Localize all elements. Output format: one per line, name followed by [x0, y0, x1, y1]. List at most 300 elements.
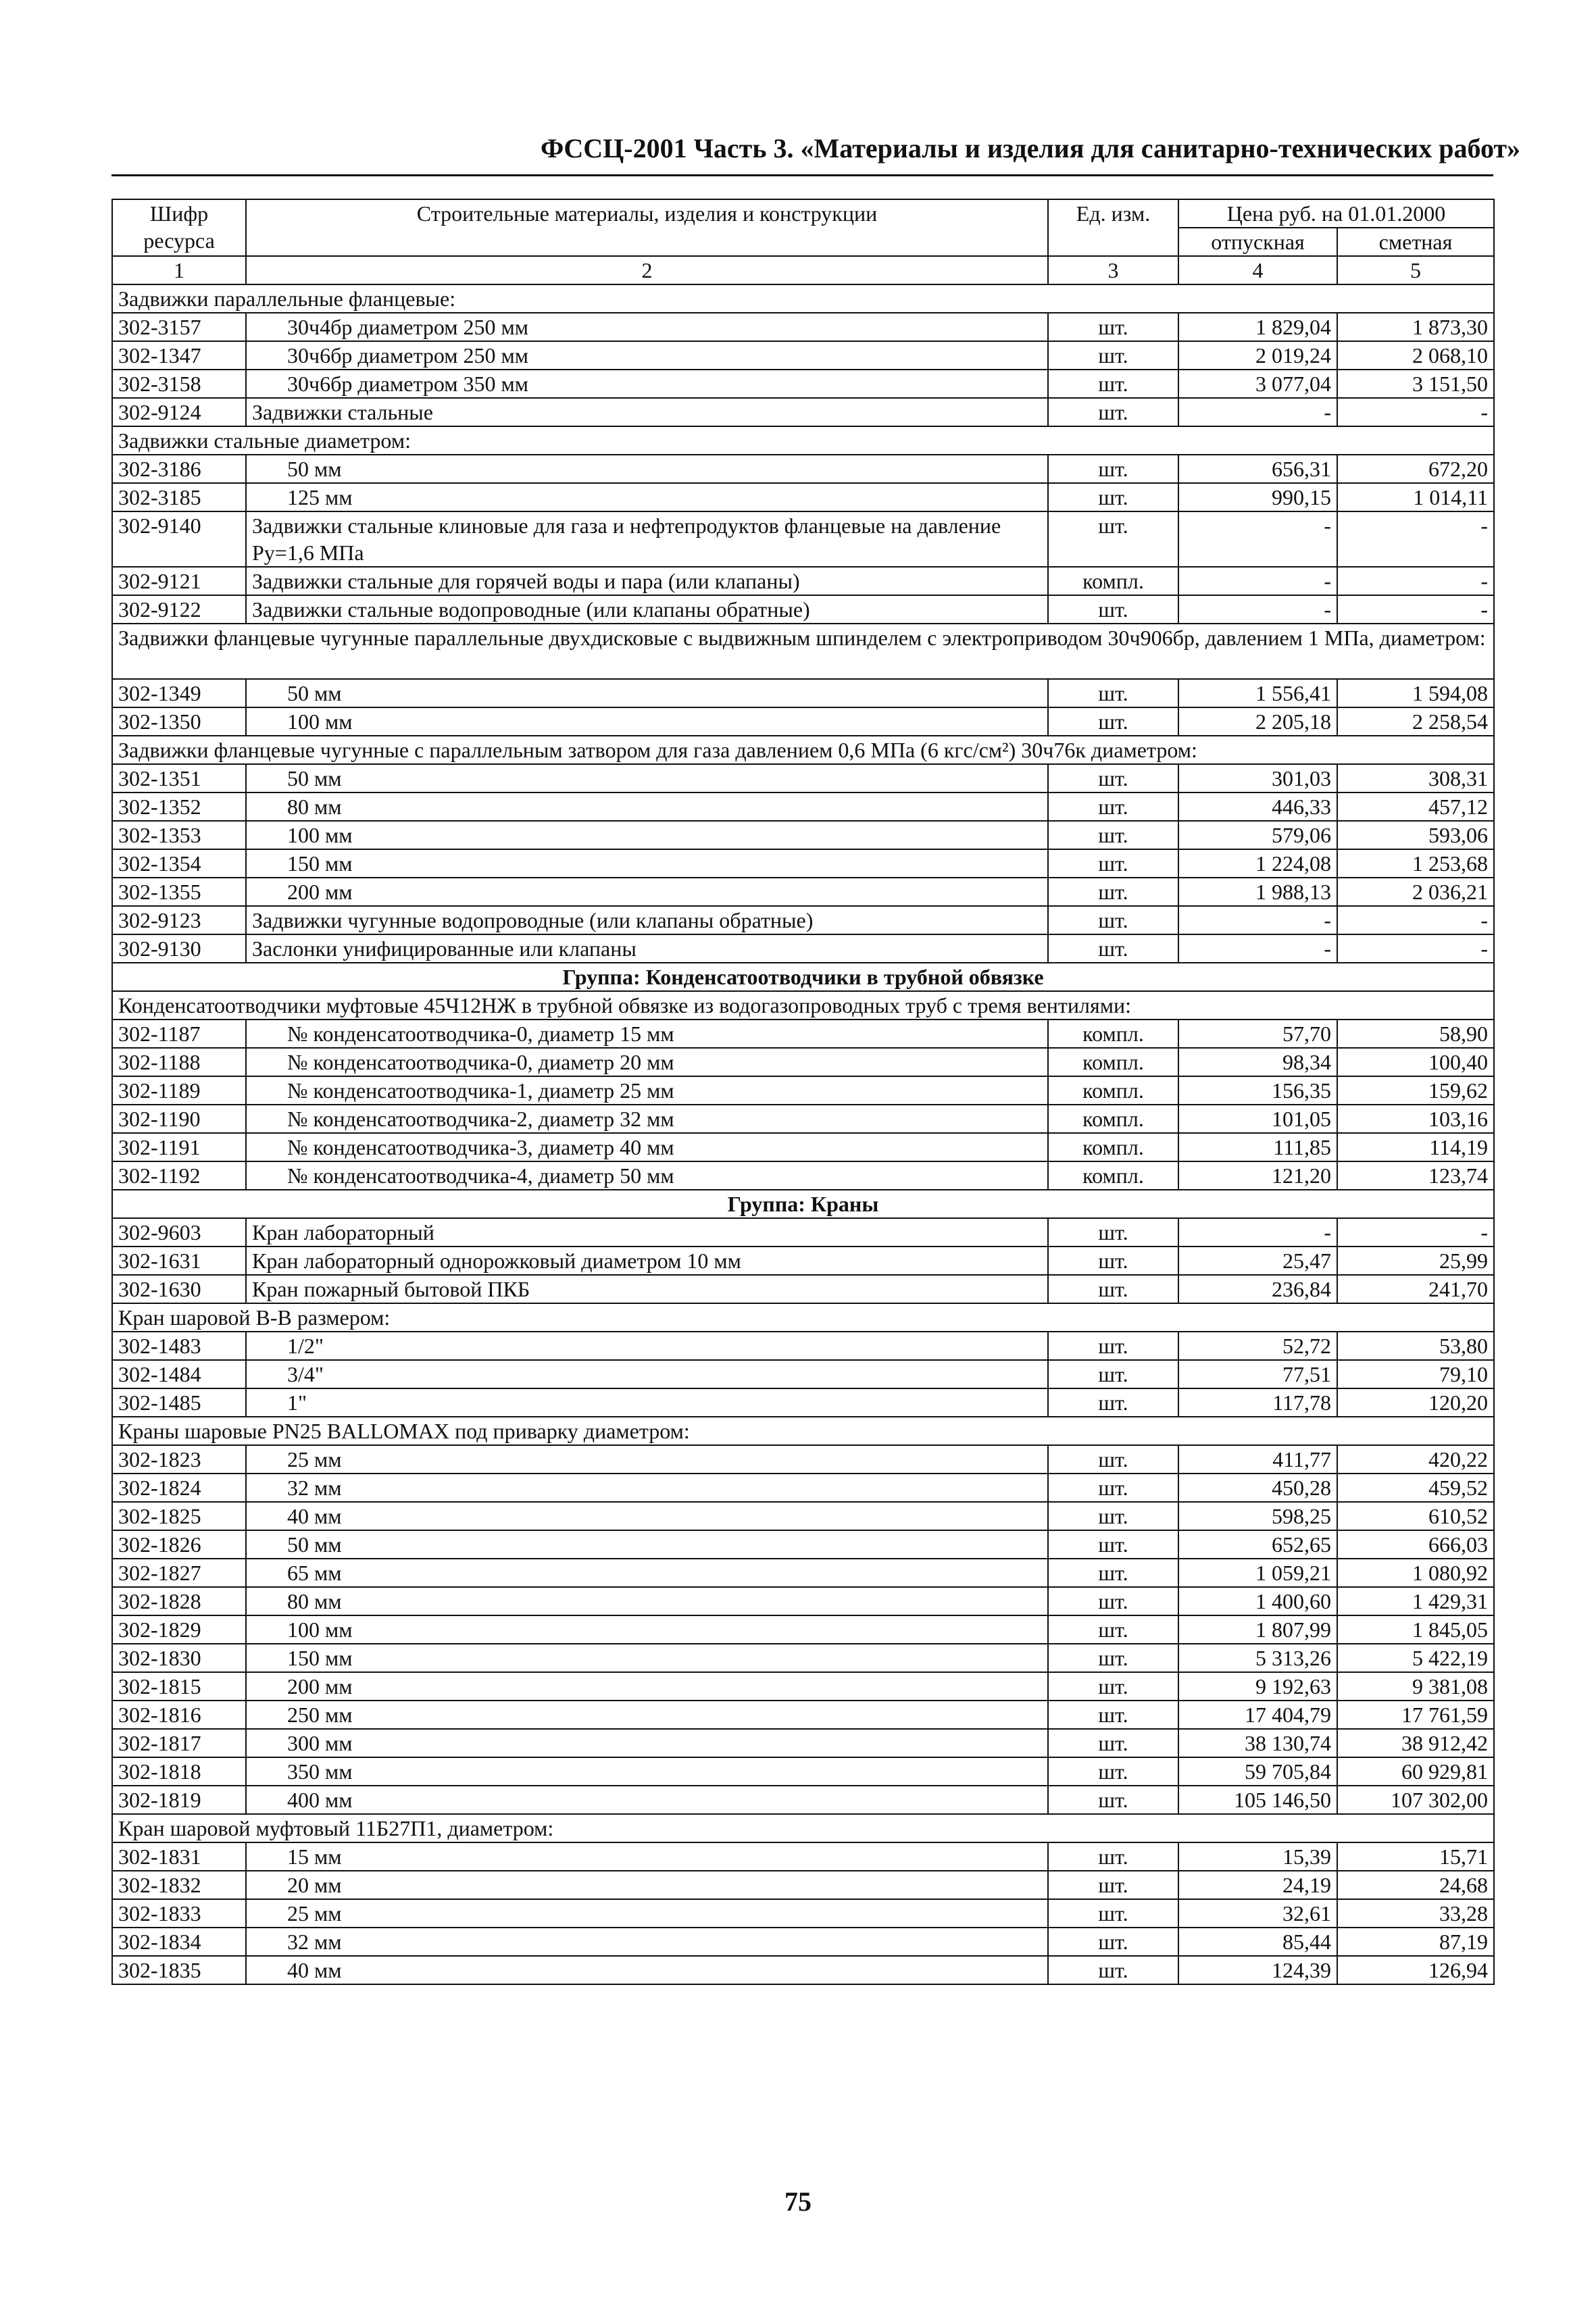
material-name-cell: № конденсатоотводчика-3, диаметр 40 мм	[246, 1133, 1048, 1161]
unit-cell: шт.	[1048, 878, 1178, 906]
group-title: Группа: Конденсатоотводчики в трубной обвязке	[112, 963, 1494, 991]
material-name-cell: 30ч4бр диаметром 250 мм	[246, 313, 1048, 341]
material-name-cell: 15 мм	[246, 1842, 1048, 1871]
material-name-cell: 350 мм	[246, 1757, 1048, 1786]
resource-code-cell: 302-9122	[112, 595, 246, 624]
unit-cell: шт.	[1048, 793, 1178, 821]
section-heading-row	[112, 284, 1494, 313]
estimate-price-cell: 2 068,10	[1337, 341, 1494, 370]
table-row	[112, 1247, 1494, 1275]
table-row	[112, 1644, 1494, 1672]
estimate-price-cell: 5 422,19	[1337, 1644, 1494, 1672]
release-price-cell: -	[1178, 934, 1337, 963]
release-price-cell: 411,77	[1178, 1445, 1337, 1474]
material-name-cell: 40 мм	[246, 1502, 1048, 1530]
unit-cell: компл.	[1048, 1133, 1178, 1161]
resource-code-cell: 302-1830	[112, 1644, 246, 1672]
unit-cell: шт.	[1048, 1474, 1178, 1502]
estimate-price-cell: -	[1337, 906, 1494, 934]
estimate-price-cell: 241,70	[1337, 1275, 1494, 1303]
table-row	[112, 1842, 1494, 1871]
table-row	[112, 370, 1494, 398]
unit-cell: шт.	[1048, 1899, 1178, 1928]
resource-code-cell: 302-1827	[112, 1559, 246, 1587]
table-row	[112, 679, 1494, 707]
table-row	[112, 1076, 1494, 1105]
material-name-cell: 50 мм	[246, 764, 1048, 793]
table-row	[112, 483, 1494, 511]
estimate-price-cell: 3 151,50	[1337, 370, 1494, 398]
table-row	[112, 341, 1494, 370]
section-heading: Задвижки фланцевые чугунные параллельные двухдисковые с выдвижным шпинделем с электроприводом 30ч906бр, давлением 1 МПа, диаметром:	[112, 624, 1494, 679]
resource-code-cell: 302-9121	[112, 567, 246, 595]
resource-code-cell: 302-1188	[112, 1048, 246, 1076]
unit-cell: шт.	[1048, 1956, 1178, 1984]
unit-cell: шт.	[1048, 849, 1178, 878]
release-price-cell: 1 829,04	[1178, 313, 1337, 341]
column-header-unit: Ед. изм.	[1048, 199, 1178, 256]
section-heading-row	[112, 426, 1494, 455]
unit-cell: шт.	[1048, 1275, 1178, 1303]
unit-cell: шт.	[1048, 764, 1178, 793]
estimate-price-cell: 1 080,92	[1337, 1559, 1494, 1587]
table-row	[112, 1474, 1494, 1502]
table-row	[112, 1161, 1494, 1190]
release-price-cell: 111,85	[1178, 1133, 1337, 1161]
estimate-price-cell: 100,40	[1337, 1048, 1494, 1076]
estimate-price-cell: 58,90	[1337, 1020, 1494, 1048]
unit-cell: шт.	[1048, 1615, 1178, 1644]
unit-cell: шт.	[1048, 906, 1178, 934]
section-heading-row	[112, 624, 1494, 679]
release-price-cell: -	[1178, 398, 1337, 426]
table-row	[112, 1332, 1494, 1360]
material-name-cell: 30ч6бр диаметром 250 мм	[246, 341, 1048, 370]
estimate-price-cell: 672,20	[1337, 455, 1494, 483]
resource-code-cell: 302-1347	[112, 341, 246, 370]
material-name-cell: № конденсатоотводчика-0, диаметр 15 мм	[246, 1020, 1048, 1048]
table-row	[112, 1871, 1494, 1899]
material-name-cell: 200 мм	[246, 878, 1048, 906]
release-price-cell: -	[1178, 906, 1337, 934]
resource-code-cell: 302-1829	[112, 1615, 246, 1644]
unit-cell: шт.	[1048, 1729, 1178, 1757]
group-title-row	[112, 963, 1494, 991]
release-price-cell: 57,70	[1178, 1020, 1337, 1048]
estimate-price-cell: 103,16	[1337, 1105, 1494, 1133]
material-name-cell: 100 мм	[246, 707, 1048, 736]
unit-cell: шт.	[1048, 1644, 1178, 1672]
section-heading: Кран шаровой В-В размером:	[112, 1303, 1494, 1332]
release-price-cell: 85,44	[1178, 1928, 1337, 1956]
release-price-cell: 32,61	[1178, 1899, 1337, 1928]
unit-cell: шт.	[1048, 1388, 1178, 1417]
estimate-price-cell: 457,12	[1337, 793, 1494, 821]
resource-code-cell: 302-1485	[112, 1388, 246, 1417]
material-name-cell: 50 мм	[246, 1530, 1048, 1559]
table-row	[112, 1899, 1494, 1928]
table-row	[112, 1587, 1494, 1615]
table-row	[112, 1048, 1494, 1076]
resource-code-cell: 302-1831	[112, 1842, 246, 1871]
table-row	[112, 1502, 1494, 1530]
material-name-cell: 80 мм	[246, 1587, 1048, 1615]
resource-code-cell: 302-1349	[112, 679, 246, 707]
material-name-cell: 125 мм	[246, 483, 1048, 511]
release-price-cell: 98,34	[1178, 1048, 1337, 1076]
material-name-cell: Заслонки унифицированные или клапаны	[246, 934, 1048, 963]
table-row	[112, 511, 1494, 567]
estimate-price-cell: 15,71	[1337, 1842, 1494, 1871]
release-price-cell: 1 224,08	[1178, 849, 1337, 878]
material-name-cell: 20 мм	[246, 1871, 1048, 1899]
unit-cell: компл.	[1048, 1048, 1178, 1076]
column-number-2: 2	[246, 256, 1048, 284]
header-divider	[111, 174, 1493, 176]
unit-cell: шт.	[1048, 1701, 1178, 1729]
table-row	[112, 455, 1494, 483]
release-price-cell: 15,39	[1178, 1842, 1337, 1871]
table-row	[112, 1729, 1494, 1757]
section-heading: Кран шаровой муфтовый 11Б27П1, диаметром:	[112, 1814, 1494, 1842]
material-name-cell: 30ч6бр диаметром 350 мм	[246, 370, 1048, 398]
table-row	[112, 1786, 1494, 1814]
resource-code-cell: 302-1483	[112, 1332, 246, 1360]
table-row	[112, 1020, 1494, 1048]
estimate-price-cell: 666,03	[1337, 1530, 1494, 1559]
column-number-row	[112, 256, 1494, 284]
estimate-price-cell: 420,22	[1337, 1445, 1494, 1474]
estimate-price-cell: 25,99	[1337, 1247, 1494, 1275]
resource-code-cell: 302-1824	[112, 1474, 246, 1502]
material-name-cell: № конденсатоотводчика-2, диаметр 32 мм	[246, 1105, 1048, 1133]
column-number-5: 5	[1337, 256, 1494, 284]
release-price-cell: -	[1178, 511, 1337, 567]
unit-cell: шт.	[1048, 370, 1178, 398]
material-name-cell: № конденсатоотводчика-4, диаметр 50 мм	[246, 1161, 1048, 1190]
table-row	[112, 1956, 1494, 1984]
table-row	[112, 1388, 1494, 1417]
table-row	[112, 1928, 1494, 1956]
resource-code-cell: 302-3158	[112, 370, 246, 398]
table-row	[112, 1133, 1494, 1161]
resource-code-cell: 302-3185	[112, 483, 246, 511]
estimate-price-cell: -	[1337, 934, 1494, 963]
unit-cell: компл.	[1048, 567, 1178, 595]
table-row	[112, 313, 1494, 341]
release-price-cell: 301,03	[1178, 764, 1337, 793]
resource-code-cell: 302-1190	[112, 1105, 246, 1133]
table-row	[112, 707, 1494, 736]
material-name-cell: 32 мм	[246, 1474, 1048, 1502]
material-name-cell: Задвижки стальные	[246, 398, 1048, 426]
section-heading: Задвижки фланцевые чугунные с параллельным затвором для газа давлением 0,6 МПа (6 кгс/см²) 30ч76к диаметром:	[112, 736, 1494, 764]
release-price-cell: 3 077,04	[1178, 370, 1337, 398]
estimate-price-cell: 308,31	[1337, 764, 1494, 793]
release-price-cell: 598,25	[1178, 1502, 1337, 1530]
material-name-cell: 150 мм	[246, 849, 1048, 878]
material-name-cell: 100 мм	[246, 1615, 1048, 1644]
section-heading: Задвижки параллельные фланцевые:	[112, 284, 1494, 313]
unit-cell: шт.	[1048, 1530, 1178, 1559]
unit-cell: шт.	[1048, 1871, 1178, 1899]
table-row	[112, 1530, 1494, 1559]
unit-cell: шт.	[1048, 1928, 1178, 1956]
estimate-price-cell: 9 381,08	[1337, 1672, 1494, 1701]
material-name-cell: 25 мм	[246, 1445, 1048, 1474]
material-name-cell: 400 мм	[246, 1786, 1048, 1814]
material-name-cell: 1"	[246, 1388, 1048, 1417]
release-price-cell: 121,20	[1178, 1161, 1337, 1190]
unit-cell: шт.	[1048, 483, 1178, 511]
table-row	[112, 934, 1494, 963]
release-price-cell: 25,47	[1178, 1247, 1337, 1275]
table-row	[112, 764, 1494, 793]
resource-code-cell: 302-1835	[112, 1956, 246, 1984]
resource-code-cell: 302-1818	[112, 1757, 246, 1786]
column-header-name: Строительные материалы, изделия и конструкции	[246, 199, 1048, 256]
resource-code-cell: 302-1191	[112, 1133, 246, 1161]
release-price-cell: -	[1178, 1218, 1337, 1247]
material-name-cell: 50 мм	[246, 455, 1048, 483]
resource-code-cell: 302-1355	[112, 878, 246, 906]
unit-cell: компл.	[1048, 1105, 1178, 1133]
resource-code-cell: 302-1833	[112, 1899, 246, 1928]
estimate-price-cell: 87,19	[1337, 1928, 1494, 1956]
material-name-cell: № конденсатоотводчика-0, диаметр 20 мм	[246, 1048, 1048, 1076]
resource-code-cell: 302-1630	[112, 1275, 246, 1303]
resource-code-cell: 302-1825	[112, 1502, 246, 1530]
material-name-cell: 300 мм	[246, 1729, 1048, 1757]
resource-code-cell: 302-1832	[112, 1871, 246, 1899]
table-row	[112, 878, 1494, 906]
estimate-price-cell: 17 761,59	[1337, 1701, 1494, 1729]
resource-code-cell: 302-3186	[112, 455, 246, 483]
material-name-cell: № конденсатоотводчика-1, диаметр 25 мм	[246, 1076, 1048, 1105]
resource-code-cell: 302-9130	[112, 934, 246, 963]
resource-code-cell: 302-1351	[112, 764, 246, 793]
material-name-cell: 200 мм	[246, 1672, 1048, 1701]
release-price-cell: 101,05	[1178, 1105, 1337, 1133]
resource-code-cell: 302-3157	[112, 313, 246, 341]
resource-code-cell: 302-1352	[112, 793, 246, 821]
unit-cell: шт.	[1048, 1842, 1178, 1871]
release-price-cell: 1 059,21	[1178, 1559, 1337, 1587]
table-row	[112, 1445, 1494, 1474]
estimate-price-cell: 593,06	[1337, 821, 1494, 849]
unit-cell: шт.	[1048, 1445, 1178, 1474]
unit-cell: шт.	[1048, 1360, 1178, 1388]
unit-cell: шт.	[1048, 1332, 1178, 1360]
unit-cell: шт.	[1048, 398, 1178, 426]
material-name-cell: 100 мм	[246, 821, 1048, 849]
estimate-price-cell: -	[1337, 567, 1494, 595]
column-header-estimate-price: сметная	[1337, 228, 1494, 256]
release-price-cell: 1 400,60	[1178, 1587, 1337, 1615]
resource-code-cell: 302-1828	[112, 1587, 246, 1615]
estimate-price-cell: 38 912,42	[1337, 1729, 1494, 1757]
column-header-release-price: отпускная	[1178, 228, 1337, 256]
unit-cell: шт.	[1048, 679, 1178, 707]
release-price-cell: -	[1178, 595, 1337, 624]
column-header-price: Цена руб. на 01.01.2000	[1178, 199, 1494, 228]
resource-code-cell: 302-1817	[112, 1729, 246, 1757]
release-price-cell: 656,31	[1178, 455, 1337, 483]
material-name-cell: 65 мм	[246, 1559, 1048, 1587]
material-name-cell: 32 мм	[246, 1928, 1048, 1956]
release-price-cell: 38 130,74	[1178, 1729, 1337, 1757]
column-number-4: 4	[1178, 256, 1337, 284]
estimate-price-cell: 1 014,11	[1337, 483, 1494, 511]
release-price-cell: 105 146,50	[1178, 1786, 1337, 1814]
release-price-cell: 2 019,24	[1178, 341, 1337, 370]
table-row	[112, 906, 1494, 934]
unit-cell: шт.	[1048, 934, 1178, 963]
unit-cell: шт.	[1048, 341, 1178, 370]
resource-code-cell: 302-1631	[112, 1247, 246, 1275]
release-price-cell: 2 205,18	[1178, 707, 1337, 736]
material-name-cell: 80 мм	[246, 793, 1048, 821]
section-heading-row	[112, 1303, 1494, 1332]
table-row	[112, 1757, 1494, 1786]
estimate-price-cell: 126,94	[1337, 1956, 1494, 1984]
material-name-cell: 1/2"	[246, 1332, 1048, 1360]
release-price-cell: 9 192,63	[1178, 1672, 1337, 1701]
table-row	[112, 821, 1494, 849]
unit-cell: шт.	[1048, 1559, 1178, 1587]
table-row	[112, 567, 1494, 595]
material-name-cell: Задвижки чугунные водопроводные (или клапаны обратные)	[246, 906, 1048, 934]
estimate-price-cell: 120,20	[1337, 1388, 1494, 1417]
unit-cell: шт.	[1048, 455, 1178, 483]
release-price-cell: 446,33	[1178, 793, 1337, 821]
material-name-cell: Кран пожарный бытовой ПКБ	[246, 1275, 1048, 1303]
material-name-cell: Кран лабораторный однорожковый диаметром 10 мм	[246, 1247, 1048, 1275]
page-header-title: ФССЦ-2001 Часть 3. «Материалы и изделия для санитарно-технических работ»	[541, 133, 1521, 164]
release-price-cell: 17 404,79	[1178, 1701, 1337, 1729]
release-price-cell: 77,51	[1178, 1360, 1337, 1388]
material-name-cell: Задвижки стальные для горячей воды и пара (или клапаны)	[246, 567, 1048, 595]
section-heading-row	[112, 1814, 1494, 1842]
resource-code-cell: 302-1816	[112, 1701, 246, 1729]
resource-code-cell: 302-9603	[112, 1218, 246, 1247]
estimate-price-cell: 53,80	[1337, 1332, 1494, 1360]
estimate-price-cell: 1 429,31	[1337, 1587, 1494, 1615]
estimate-price-cell: 60 929,81	[1337, 1757, 1494, 1786]
estimate-price-cell: 2 036,21	[1337, 878, 1494, 906]
release-price-cell: 1 988,13	[1178, 878, 1337, 906]
table-row	[112, 1275, 1494, 1303]
price-table-body	[112, 199, 1494, 1984]
release-price-cell: 990,15	[1178, 483, 1337, 511]
page-number: 75	[784, 2186, 812, 2217]
resource-code-cell: 302-1189	[112, 1076, 246, 1105]
estimate-price-cell: 159,62	[1337, 1076, 1494, 1105]
section-heading: Краны шаровые PN25 BALLOMAX под приварку диаметром:	[112, 1417, 1494, 1445]
unit-cell: шт.	[1048, 1672, 1178, 1701]
resource-code-cell: 302-1819	[112, 1786, 246, 1814]
unit-cell: шт.	[1048, 1786, 1178, 1814]
estimate-price-cell: 79,10	[1337, 1360, 1494, 1388]
unit-cell: шт.	[1048, 821, 1178, 849]
unit-cell: шт.	[1048, 1757, 1178, 1786]
material-name-cell: 250 мм	[246, 1701, 1048, 1729]
table-row	[112, 1360, 1494, 1388]
table-row	[112, 1701, 1494, 1729]
estimate-price-cell: 1 873,30	[1337, 313, 1494, 341]
section-heading: Задвижки стальные диаметром:	[112, 426, 1494, 455]
estimate-price-cell: 24,68	[1337, 1871, 1494, 1899]
price-table	[111, 199, 1495, 1985]
material-name-cell: Задвижки стальные клиновые для газа и нефтепродуктов фланцевые на давление Ру=1,6 МПа	[246, 511, 1048, 567]
unit-cell: шт.	[1048, 1247, 1178, 1275]
resource-code-cell: 302-1350	[112, 707, 246, 736]
resource-code-cell: 302-1834	[112, 1928, 246, 1956]
estimate-price-cell: 123,74	[1337, 1161, 1494, 1190]
table-row	[112, 1559, 1494, 1587]
resource-code-cell: 302-1826	[112, 1530, 246, 1559]
table-row	[112, 849, 1494, 878]
estimate-price-cell: 107 302,00	[1337, 1786, 1494, 1814]
table-row	[112, 1105, 1494, 1133]
release-price-cell: 156,35	[1178, 1076, 1337, 1105]
estimate-price-cell: 2 258,54	[1337, 707, 1494, 736]
release-price-cell: 52,72	[1178, 1332, 1337, 1360]
resource-code-cell: 302-1823	[112, 1445, 246, 1474]
table-header-row	[112, 199, 1494, 228]
estimate-price-cell: 1 253,68	[1337, 849, 1494, 878]
estimate-price-cell: 1 594,08	[1337, 679, 1494, 707]
estimate-price-cell: -	[1337, 1218, 1494, 1247]
estimate-price-cell: 1 845,05	[1337, 1615, 1494, 1644]
unit-cell: компл.	[1048, 1161, 1178, 1190]
unit-cell: шт.	[1048, 595, 1178, 624]
group-title: Группа: Краны	[112, 1190, 1494, 1218]
unit-cell: шт.	[1048, 313, 1178, 341]
release-price-cell: 1 556,41	[1178, 679, 1337, 707]
material-name-cell: Кран лабораторный	[246, 1218, 1048, 1247]
material-name-cell: Задвижки стальные водопроводные (или клапаны обратные)	[246, 595, 1048, 624]
estimate-price-cell: 33,28	[1337, 1899, 1494, 1928]
column-number-1: 1	[112, 256, 246, 284]
resource-code-cell: 302-1484	[112, 1360, 246, 1388]
group-title-row	[112, 1190, 1494, 1218]
section-heading-row	[112, 991, 1494, 1020]
unit-cell: шт.	[1048, 1218, 1178, 1247]
release-price-cell: 450,28	[1178, 1474, 1337, 1502]
resource-code-cell: 302-9124	[112, 398, 246, 426]
column-number-3: 3	[1048, 256, 1178, 284]
material-name-cell: 150 мм	[246, 1644, 1048, 1672]
column-header-code: Шифр ресурса	[112, 199, 246, 256]
release-price-cell: 59 705,84	[1178, 1757, 1337, 1786]
material-name-cell: 3/4"	[246, 1360, 1048, 1388]
table-row	[112, 1615, 1494, 1644]
release-price-cell: 124,39	[1178, 1956, 1337, 1984]
resource-code-cell: 302-9140	[112, 511, 246, 567]
release-price-cell: 652,65	[1178, 1530, 1337, 1559]
release-price-cell: -	[1178, 567, 1337, 595]
release-price-cell: 236,84	[1178, 1275, 1337, 1303]
table-row	[112, 1672, 1494, 1701]
material-name-cell: 50 мм	[246, 679, 1048, 707]
estimate-price-cell: -	[1337, 398, 1494, 426]
material-name-cell: 40 мм	[246, 1956, 1048, 1984]
table-row	[112, 398, 1494, 426]
resource-code-cell: 302-9123	[112, 906, 246, 934]
resource-code-cell: 302-1354	[112, 849, 246, 878]
unit-cell: шт.	[1048, 707, 1178, 736]
